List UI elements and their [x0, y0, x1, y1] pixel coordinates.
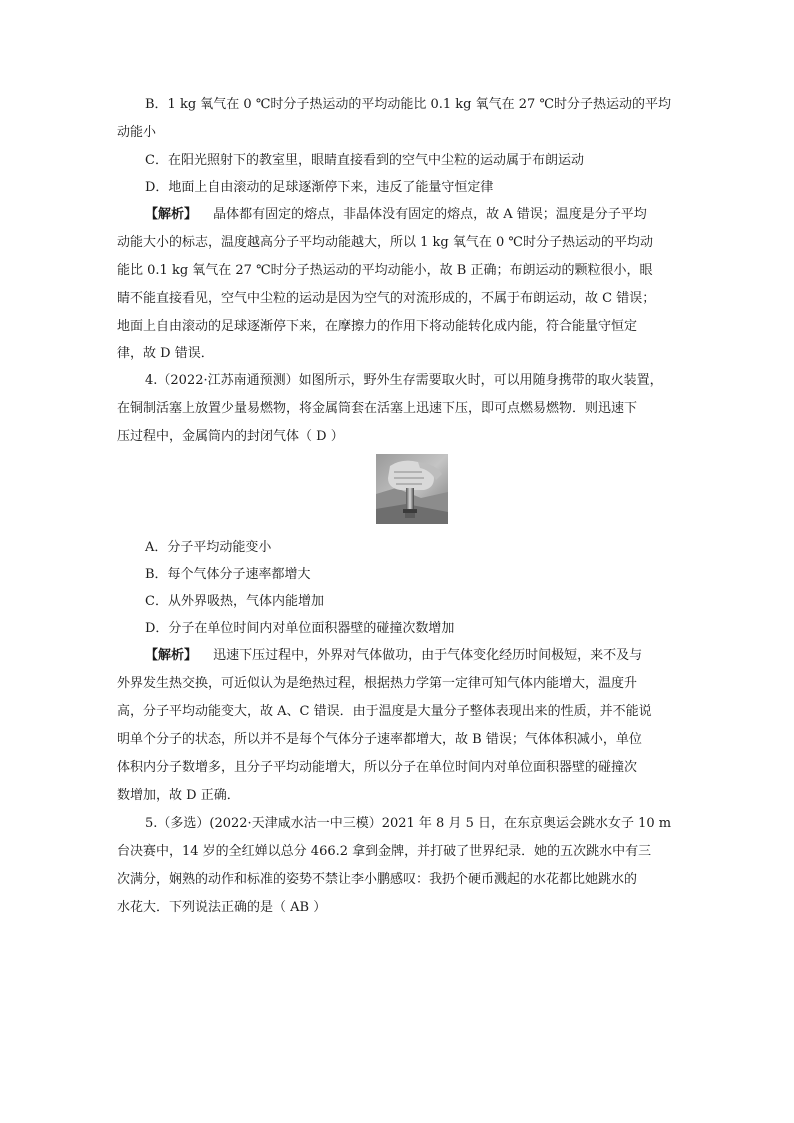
q3-analysis-line3: 能比 0.1 kg 氧气在 27 ℃时分子热运动的平均动能小，故 B 正确；布朗运动的颗粒很小，眼: [117, 263, 653, 278]
q5-stem-line3: 次满分，娴熟的动作和标准的姿势不禁让李小鹏感叹：我扔个硬币溅起的水花都比她跳水的: [117, 872, 638, 887]
q4-option-a: A．分子平均动能变小: [145, 540, 272, 555]
q3-option-c: C．在阳光照射下的教室里，眼睛直接看到的空气中尘粒的运动属于布朗运动: [145, 153, 584, 168]
q3-analysis-line1: [145, 206, 647, 224]
q3-analysis-label: 【解析】: [145, 207, 198, 222]
q4-analysis-line1: [145, 647, 642, 665]
q4-analysis-line4: 明单个分子的状态，所以并不是每个气体分子速率都增大，故 B 错误；气体体积减小，单位: [117, 732, 642, 747]
q3-option-d: D．地面上自由滚动的足球逐渐停下来，违反了能量守恒定律: [145, 180, 494, 195]
q4-analysis-line6: 数增加，故 D 正确．: [117, 788, 240, 803]
q3-analysis-line2: 动能大小的标志，温度越高分子平均动能越大，所以 1 kg 氧气在 0 ℃时分子热运动的平均动: [117, 235, 653, 250]
q3-analysis-line6: 律，故 D 错误．: [117, 346, 214, 361]
q4-option-d: D．分子在单位时间内对单位面积器壁的碰撞次数增加: [145, 621, 455, 636]
q4-analysis-line2: 外界发生热交换，可近似认为是绝热过程，根据热力学第一定律可知气体内能增大，温度升: [117, 676, 638, 691]
q4-stem-line3: 压过程中，金属筒内的封闭气体（ D ）: [117, 429, 344, 444]
q3-analysis-text: 晶体都有固定的熔点，非晶体没有固定的熔点，故 A 错误；温度是分子平均: [213, 207, 647, 222]
q4-stem-line1: 4.（2022·江苏南通预测）如图所示，野外生存需要取火时，可以用随身携带的取火装置，: [145, 373, 663, 388]
q3-analysis-line5: 地面上自由滚动的足球逐渐停下来，在摩擦力的作用下将动能转化成内能，符合能量守恒定: [117, 319, 638, 334]
q4-analysis-label: 【解析】: [145, 648, 198, 663]
q4-option-b: B．每个气体分子速率都增大: [145, 567, 311, 582]
q5-stem-line1: 5.（多选）(2022·天津咸水沽一中三模）2021 年 8 月 5 日，在东京奥运会跳水女子 10 m: [145, 816, 672, 831]
q4-analysis-line5: 体积内分子数增多，且分子平均动能增大，所以分子在单位时间内对单位面积器壁的碰撞次: [117, 760, 638, 775]
q3-option-b-line2: 动能小: [117, 125, 157, 140]
q5-stem-line2: 台决赛中，14 岁的全红婵以总分 466.2 拿到金牌，并打破了世界纪录．她的五次跳水中有三: [117, 844, 652, 859]
q4-analysis-line3: 高，分子平均动能变大，故 A、C 错误．由于温度是大量分子整体表现出来的性质，并不能说: [117, 704, 652, 719]
q4-stem-line2: 在铜制活塞上放置少量易燃物，将金属筒套在活塞上迅速下压，即可点燃易燃物．则迅速下: [117, 401, 638, 416]
fire-piston-photo-icon: [376, 454, 448, 524]
q5-stem-line4: 水花大．下列说法正确的是（ AB ）: [117, 900, 327, 915]
q4-option-c: C．从外界吸热，气体内能增加: [145, 594, 324, 609]
q3-analysis-line4: 睛不能直接看见，空气中尘粒的运动是因为空气的对流形成的，不属于布朗运动，故 C 错误；: [117, 291, 656, 306]
q4-analysis-text: 迅速下压过程中，外界对气体做功，由于气体变化经历时间极短，来不及与: [213, 648, 643, 663]
fire-piston-photo: [376, 454, 448, 524]
q3-option-b-line1: B．1 kg 氧气在 0 ℃时分子热运动的平均动能比 0.1 kg 氧气在 27 ℃时分子热运动的平均: [145, 97, 671, 112]
